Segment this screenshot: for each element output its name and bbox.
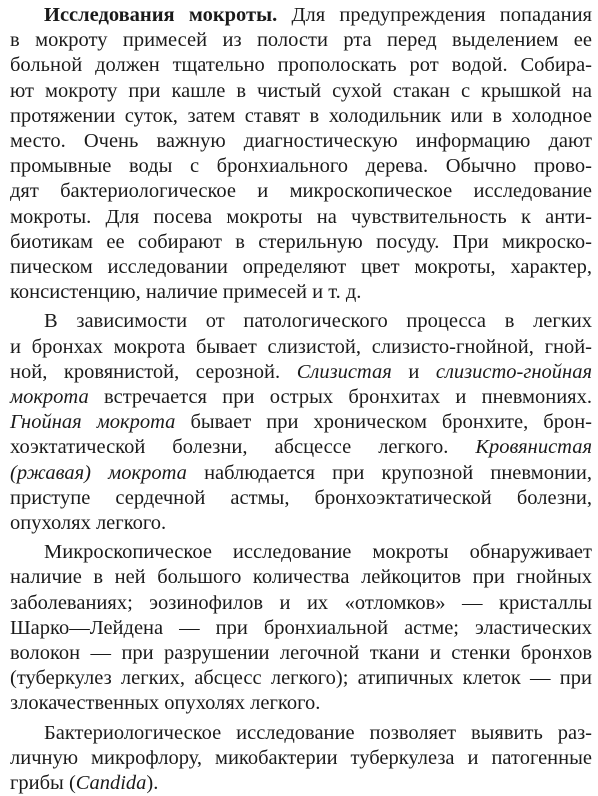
text-line: опухолях легкого. [10, 512, 167, 535]
paragraph-microscopy [10, 540, 592, 716]
paragraph-sputum-collection [10, 3, 592, 305]
text-line: биотикам ее собирают в стерильную посуду. При микроско- [10, 230, 592, 253]
text-line: хоэктатической болезни, абсцессе легкого. Кровянистая [10, 436, 592, 459]
text-line: Исследования мокроты. Для предупреждения попадания [44, 4, 592, 26]
text-line: дят бактериологическое и микроскопическое исследование [10, 180, 592, 203]
text-line: и бронхах мокрота бывает слизистой, слизисто-гнойной, гной- [10, 335, 592, 358]
text-line: Шарко—Лейдена — при бронхиальной астме; эластических [10, 616, 592, 639]
paragraph-sputum-types [10, 309, 592, 536]
text-line: место. Очень важную диагностическую информацию дают [10, 130, 592, 153]
text-line: (туберкулез легких, абсцесс легкого); атипичных клеток — при [10, 667, 592, 690]
text-line: (ржавая) мокрота наблюдается при крупозной пневмонии, [10, 461, 592, 484]
paragraph-bacteriology [10, 721, 592, 796]
text-line: мокроты. Для посева мокроты на чувствительность к анти- [10, 205, 592, 228]
text-line: наличие в ней большого количества лейкоцитов при гнойных [10, 566, 592, 589]
text-line: приступе сердечной астмы, бронхоэктатической болезни, [10, 486, 592, 509]
text-line: в мокроту примесей из полости рта перед выделением ее [10, 29, 592, 52]
text-line: пическом исследовании определяют цвет мокроты, характер, [10, 256, 592, 279]
text-line: волокон — при разрушении легочной ткани и стенки бронхов [10, 642, 592, 665]
text-line: мокрота встречается при острых бронхитах и пневмониях. [10, 386, 592, 409]
text-line: ют мокроту при кашле в чистый сухой стакан с крышкой на [10, 79, 592, 102]
text-line: заболеваниях; эозинофилов и их «отломков» — кристаллы [10, 591, 592, 614]
text-line: грибы (Candida). [10, 772, 159, 795]
text-line: В зависимости от патологического процесса в легких [44, 310, 592, 333]
text-line: злокачественных опухолях легкого. [10, 692, 321, 715]
text-line: промывные воды с бронхиального дерева. Обычно прово- [10, 155, 592, 178]
text-line: личную микрофлору, микобактерии туберкулеза и патогенные [10, 746, 592, 769]
section-heading: Исследования мокроты. [44, 4, 278, 26]
text-line: Микроскопическое исследование мокроты обнаруживает [44, 541, 592, 564]
text-line: консистенцию, наличие примесей и т. д. [10, 281, 362, 304]
text-line: ной, кровянистой, серозной. Слизистая и слизисто-гнойная [10, 360, 592, 383]
text-line: протяжении суток, затем ставят в холодильник или в холодное [10, 104, 592, 127]
text-line: Бактериологическое исследование позволяет выявить раз- [44, 721, 592, 744]
text-line: Гнойная мокрота бывает при хроническом бронхите, брон- [10, 411, 592, 434]
text-line: больной должен тщательно прополоскать рот водой. Собира- [10, 54, 592, 77]
